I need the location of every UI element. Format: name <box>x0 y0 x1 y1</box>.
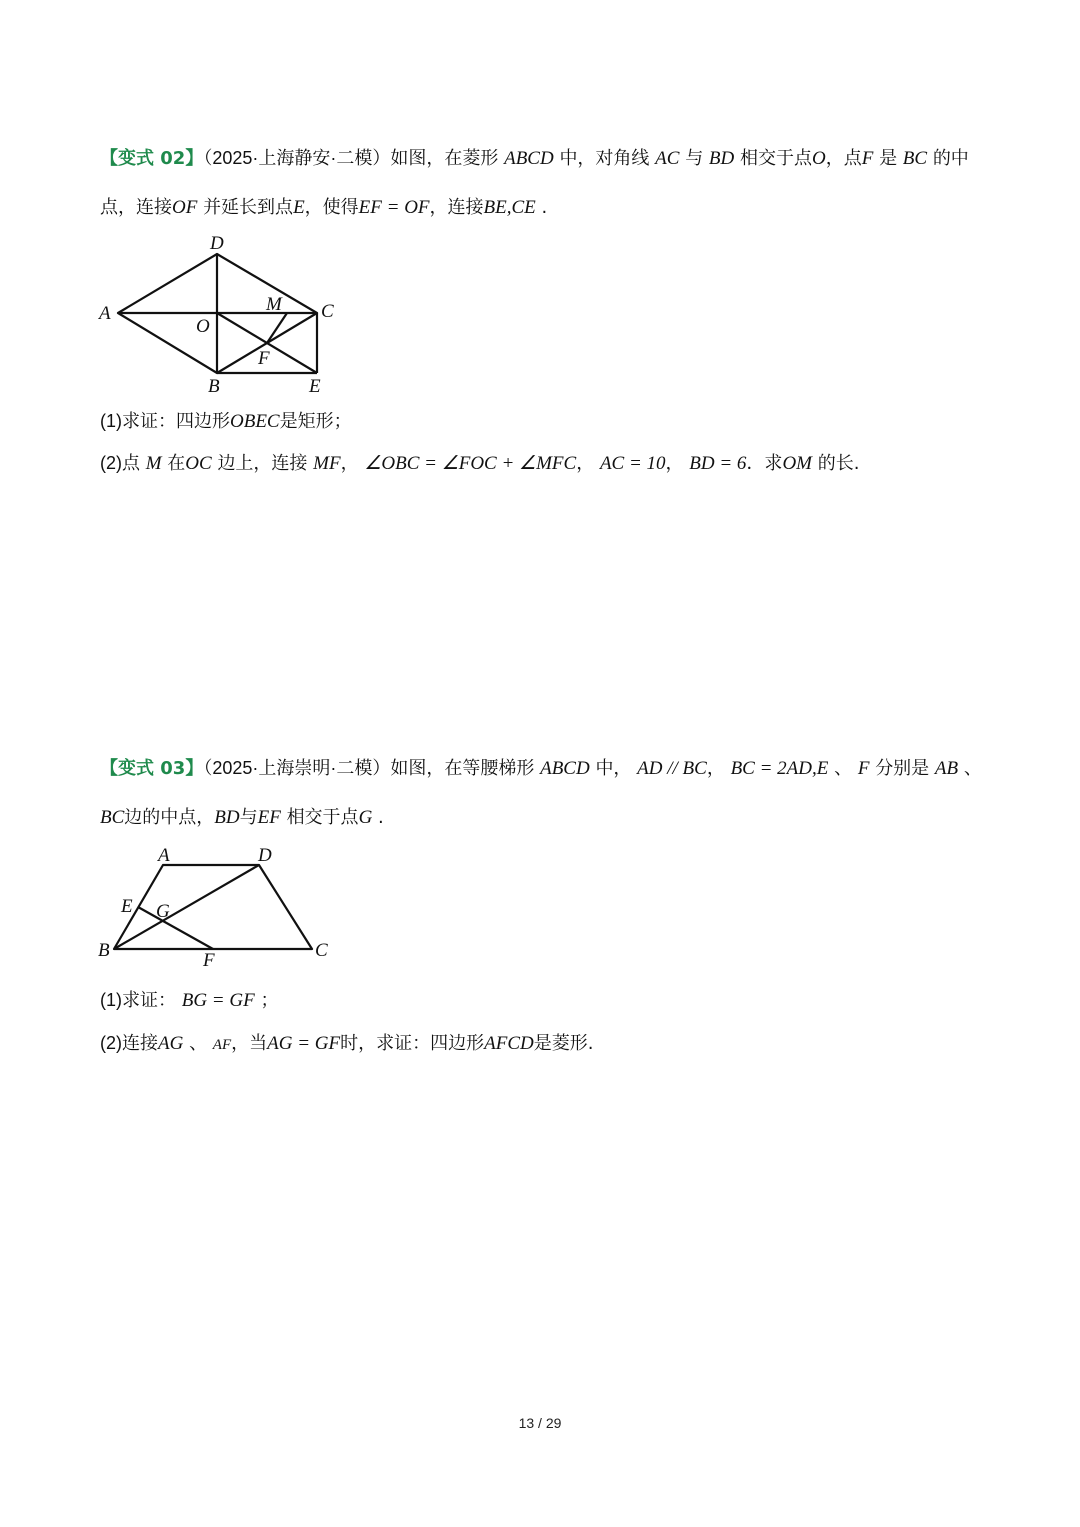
math: AFCD <box>484 1033 534 1054</box>
math: F <box>861 148 874 169</box>
math: OF <box>172 197 198 218</box>
label-o: O <box>196 316 210 337</box>
label-d: D <box>258 845 272 866</box>
text: 时，求证：四边形 <box>340 1033 485 1054</box>
text: 并延长到点 <box>203 197 294 218</box>
math: O <box>811 148 826 169</box>
math: M <box>145 453 162 474</box>
text: 中， <box>595 758 632 779</box>
math: AG = GF <box>267 1033 341 1054</box>
math: AG <box>158 1033 184 1054</box>
problem-02-line-1 <box>100 146 969 171</box>
math: BG = GF <box>181 990 255 1011</box>
text: ， <box>665 453 684 474</box>
rhombus-figure <box>95 230 355 400</box>
math: AF <box>212 1037 232 1053</box>
text: ，连接 <box>429 197 484 218</box>
label-c: C <box>321 301 334 322</box>
text: (2)连接 <box>100 1033 158 1053</box>
text: 如图，在等腰梯形 <box>390 758 535 779</box>
math: BC <box>902 148 928 169</box>
math: BC <box>100 807 125 828</box>
label-f: F <box>258 348 270 369</box>
label-e: E <box>121 896 133 917</box>
math: ∠OBC = ∠FOC + ∠MFC <box>364 453 577 474</box>
text: 在 <box>167 453 186 474</box>
math: EF <box>257 807 281 828</box>
text: ．求 <box>746 453 783 474</box>
text: ， <box>576 453 595 474</box>
problem-02-line-2 <box>100 196 547 220</box>
text: (2)点 <box>100 453 140 473</box>
text: (1)求证： <box>100 990 176 1010</box>
math: BD = 6 <box>689 453 747 474</box>
text: 与 <box>239 807 258 828</box>
segment-mf <box>267 313 287 343</box>
text: ； <box>260 990 279 1011</box>
text: 相交于点 <box>739 148 812 169</box>
math: OC <box>185 453 212 474</box>
text: (1)求证：四边形 <box>100 411 230 431</box>
text: 如图，在菱形 <box>390 148 499 169</box>
problem-02-question-2 <box>100 451 859 476</box>
label-f: F <box>203 950 215 970</box>
math: F <box>857 758 870 779</box>
math: G <box>358 807 373 828</box>
math: BD <box>214 807 240 828</box>
problem-03-line-2 <box>100 806 384 830</box>
label-m: M <box>266 294 282 315</box>
problem-03-question-2 <box>100 1031 593 1057</box>
math: BC = 2AD,E <box>730 758 829 779</box>
text: . <box>541 197 548 218</box>
label-a: A <box>99 303 111 324</box>
text: 点，连接 <box>100 197 172 218</box>
problem-03-question-1 <box>100 988 278 1013</box>
math: OBEC <box>230 411 280 432</box>
label-a: A <box>158 845 170 866</box>
problem-02-source: （2025·上海静安·二模） <box>203 148 391 168</box>
math: AB <box>934 758 959 779</box>
text: 是 <box>879 148 898 169</box>
math: AD // BC <box>637 758 707 779</box>
problem-02-question-1 <box>100 409 352 434</box>
trapezoid-outline <box>114 865 312 949</box>
math: AC <box>655 148 680 169</box>
text: 相交于点 <box>286 807 359 828</box>
page-number: 13 / 29 <box>518 1415 562 1431</box>
math: BD <box>708 148 735 169</box>
text: ， <box>340 453 359 474</box>
label-b: B <box>98 940 110 961</box>
label-c: C <box>315 940 328 961</box>
text: 是菱形. <box>533 1033 594 1054</box>
math: ABCD <box>504 148 554 169</box>
text: 边的中点， <box>124 807 215 828</box>
math: E <box>293 197 305 218</box>
problem-03-tag: 【变式 03】 <box>100 758 204 779</box>
label-b: B <box>208 376 220 397</box>
problem-03-line-1 <box>100 756 982 781</box>
math: ABCD <box>540 758 590 779</box>
diagonal-bd <box>114 865 259 949</box>
text: 、 <box>834 758 853 779</box>
math: BE,CE <box>483 197 536 218</box>
text: 、 <box>189 1033 208 1054</box>
label-d: D <box>210 233 224 254</box>
trapezoid-figure <box>95 840 345 970</box>
text: ，点 <box>825 148 862 169</box>
math: MF <box>313 453 341 474</box>
text: 中，对角线 <box>559 148 650 169</box>
text: ，当 <box>231 1033 268 1054</box>
text: 的长. <box>817 453 860 474</box>
text: 、 <box>963 758 982 779</box>
problem-03-source: （2025·上海崇明·二模） <box>203 758 391 778</box>
text: 分别是 <box>875 758 930 779</box>
label-e: E <box>309 376 321 397</box>
text: 与 <box>685 148 704 169</box>
label-g: G <box>156 901 170 922</box>
text: 边上，连接 <box>217 453 308 474</box>
text: 是矩形； <box>279 411 352 432</box>
math: OM <box>782 453 812 474</box>
text: ， <box>706 758 725 779</box>
text: . <box>378 807 384 828</box>
problem-02-tag: 【变式 02】 <box>100 148 204 169</box>
math: EF = OF <box>358 197 430 218</box>
math: AC = 10 <box>599 453 666 474</box>
text: 的中 <box>932 148 969 169</box>
text: ，使得 <box>304 197 359 218</box>
